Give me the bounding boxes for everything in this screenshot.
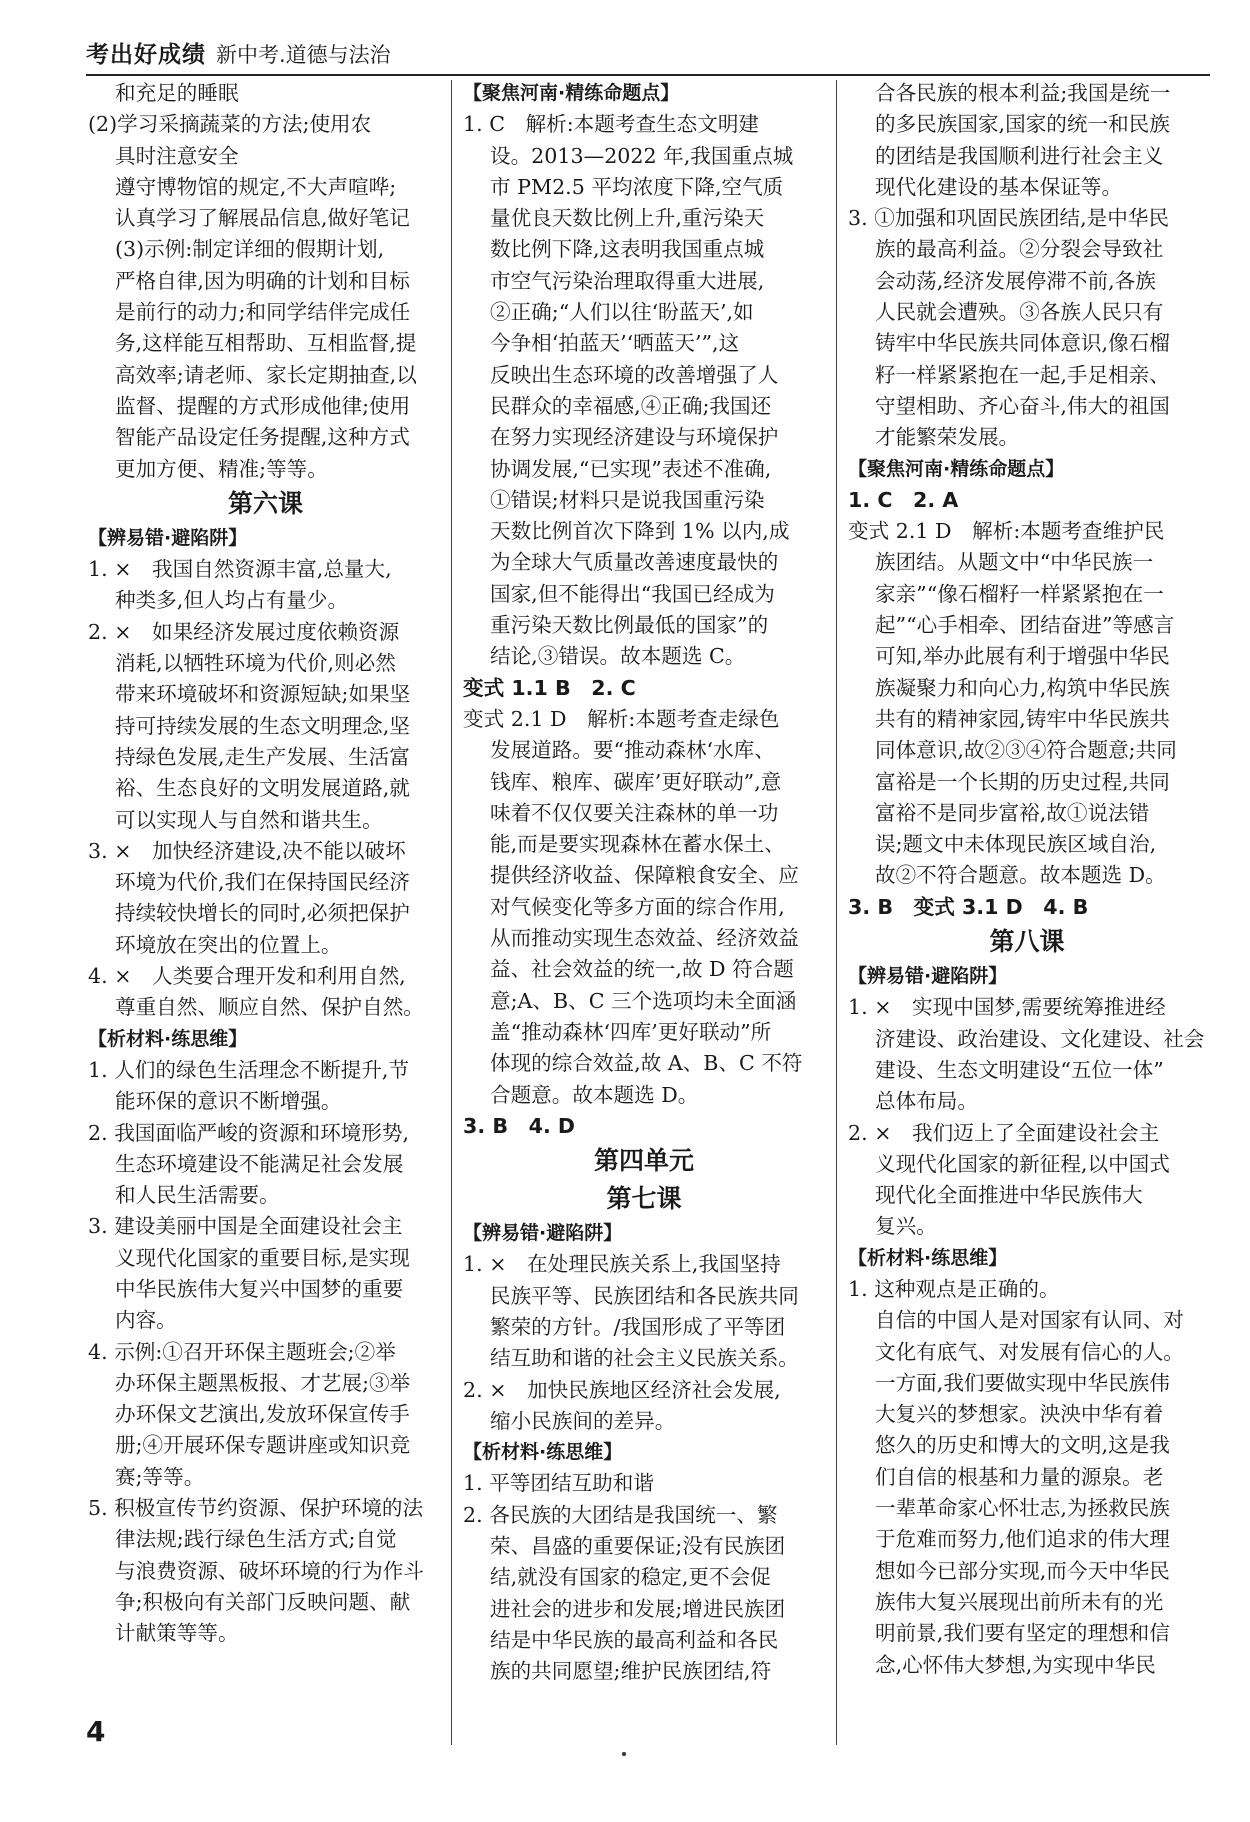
text-line: 可以实现人与自然和谐共生。 bbox=[115, 807, 383, 832]
text-line: 同体意识,故②③④符合题意;共同 bbox=[875, 738, 1177, 763]
text-line: 味着不仅仅要关注森林的单一功 bbox=[490, 800, 779, 825]
footer-dot bbox=[622, 1752, 626, 1756]
text-line: 为全球大气质量改善速度最快的 bbox=[490, 550, 779, 575]
text-line: 进社会的进步和发展;增进民族团 bbox=[490, 1596, 786, 1621]
text-line: 总体布局。 bbox=[875, 1089, 978, 1114]
text-line: 籽一样紧紧抱在一起,手足相亲、 bbox=[875, 362, 1170, 387]
text-line: 会动荡,经济发展停滞不前,各族 bbox=[875, 268, 1156, 293]
page-header bbox=[86, 36, 391, 76]
text-line: 今争相‘拍蓝天’‘晒蓝天’”,这 bbox=[490, 331, 740, 356]
text-line: 才能繁荣发展。 bbox=[875, 425, 1020, 450]
text-line: 3. 建设美丽中国是全面建设社会主 bbox=[88, 1214, 403, 1239]
text-line: 5. 积极宣传节约资源、保护环境的法 bbox=[88, 1496, 424, 1521]
text-line: 共有的精神家园,铸牢中华民族共 bbox=[875, 706, 1170, 731]
text-line: 家亲”“像石榴籽一样紧紧抱在一 bbox=[875, 581, 1164, 606]
text-line: 族凝聚力和向心力,构筑中华民族 bbox=[875, 675, 1170, 700]
text-line: 故②不符合题意。故本题选 D。 bbox=[875, 863, 1166, 888]
text-line: 国家,但不能得出“我国已经成为 bbox=[490, 581, 775, 606]
text-line: 3. × 加快经济建设,决不能以破坏 bbox=[88, 838, 406, 863]
section-tag: 【析材料·练思维】 bbox=[848, 1246, 1008, 1269]
text-line: 1. C 2. A bbox=[848, 487, 959, 512]
text-line: 变式 2.1 D 解析:本题考查维护民 bbox=[848, 519, 1165, 544]
text-line: 人民就会遭殃。③各族人民只有 bbox=[875, 300, 1164, 325]
text-line: 能环保的意识不断增强。 bbox=[115, 1089, 342, 1114]
text-line: 天数比例首次下降到 1% 以内,成 bbox=[490, 519, 790, 544]
text-line: 是前行的动力;和同学结伴完成任 bbox=[115, 300, 411, 325]
text-line: 市空气污染治理取得重大进展, bbox=[490, 268, 765, 293]
text-line: 环境为代价,我们在保持国民经济 bbox=[115, 870, 410, 895]
text-line: 内容。 bbox=[115, 1308, 177, 1333]
text-line: ①错误;材料只是说我国重污染 bbox=[490, 487, 765, 512]
text-line: 合题意。故本题选 D。 bbox=[490, 1082, 699, 1107]
text-line: 现代化建设的基本保证等。 bbox=[875, 174, 1123, 199]
section-tag: 【析材料·练思维】 bbox=[463, 1441, 623, 1464]
text-line: 册;④开展环保专题讲座或知识竞 bbox=[115, 1433, 411, 1458]
text-line: 结论,③错误。故本题选 C。 bbox=[490, 644, 746, 669]
text-line: 4. 示例:①召开环保主题班会;②举 bbox=[88, 1339, 396, 1364]
text-line: 2. 我国面临严峻的资源和环境形势, bbox=[88, 1120, 410, 1145]
text-line: 裕、生态良好的文明发展道路,就 bbox=[115, 776, 410, 801]
text-line: 务,这样能互相帮助、互相监督,提 bbox=[115, 331, 417, 356]
text-line: 市 PM2.5 平均浓度下降,空气质 bbox=[490, 174, 784, 199]
text-line: 义现代化国家的新征程,以中国式 bbox=[875, 1151, 1170, 1176]
text-line: 和人民生活需要。 bbox=[115, 1183, 280, 1208]
text-line: 设。2013—2022 年,我国重点城 bbox=[490, 143, 794, 168]
text-line: 持续较快增长的同时,必须把保护 bbox=[115, 901, 410, 926]
text-line: 民群众的幸福感,④正确;我国还 bbox=[490, 393, 772, 418]
text-line: 体现的综合效益,故 A、B、C 不符 bbox=[490, 1051, 803, 1076]
text-line: 认真学习了解展品信息,做好笔记 bbox=[115, 206, 410, 231]
column-divider-right bbox=[836, 80, 837, 1745]
text-line: 变式 2.1 D 解析:本题考查走绿色 bbox=[463, 706, 780, 731]
text-line: 争;积极向有关部门反映问题、献 bbox=[115, 1589, 411, 1614]
text-line: 消耗,以牺牲环境为代价,则必然 bbox=[115, 651, 396, 676]
text-line: 尊重自然、顺应自然、保护自然。 bbox=[115, 995, 424, 1020]
text-line: 1. × 在处理民族关系上,我国坚持 bbox=[463, 1252, 781, 1277]
text-line: 繁荣的方针。/我国形成了平等团 bbox=[490, 1314, 786, 1339]
text-line: 合各民族的根本利益;我国是统一 bbox=[875, 81, 1171, 105]
text-line: 与浪费资源、破坏环境的行为作斗 bbox=[115, 1558, 424, 1583]
text-line: 智能产品设定任务提醒,这种方式 bbox=[115, 425, 410, 450]
section-tag: 【聚焦河南·精练命题点】 bbox=[848, 457, 1065, 480]
text-line: 荣、昌盛的重要保证;没有民族团 bbox=[490, 1534, 786, 1559]
book-subtitle: 新中考.道德与法治 bbox=[216, 43, 391, 67]
text-line: 文化有底气、对发展有信心的人。 bbox=[875, 1339, 1184, 1364]
text-line: 1. × 我国自然资源丰富,总量大, bbox=[88, 557, 392, 582]
column-right bbox=[848, 78, 1206, 1738]
text-line: 能,而是要实现森林在蓄水保土、 bbox=[490, 832, 785, 857]
header-rule bbox=[86, 74, 1210, 76]
text-line: 从而推动实现生态效益、经济效益 bbox=[490, 926, 799, 951]
text-line: 2. × 加快民族地区经济社会发展, bbox=[463, 1377, 781, 1402]
text-line: 重污染天数比例最低的国家”的 bbox=[490, 613, 769, 638]
text-line: 监督、提醒的方式形成他律;使用 bbox=[115, 393, 411, 418]
text-line: 反映出生态环境的改善增强了人 bbox=[490, 362, 779, 387]
text-line: 带来环境破坏和资源短缺;如果坚 bbox=[115, 682, 411, 707]
text-line: 结互助和谐的社会主义民族关系。 bbox=[490, 1346, 799, 1371]
text-line: 发展道路。要“推动森林‘水库、 bbox=[490, 738, 775, 763]
text-line: 变式 1.1 B 2. C bbox=[463, 675, 636, 700]
text-line: 持绿色发展,走生产发展、生活富 bbox=[115, 744, 410, 769]
text-line: 结是中华民族的最高利益和各民 bbox=[490, 1627, 779, 1652]
text-line: 建设、生态文明建设“五位一体” bbox=[875, 1057, 1164, 1082]
text-line: 义现代化国家的重要目标,是实现 bbox=[115, 1245, 410, 1270]
text-line: 误;题文中未体现民族区域自治, bbox=[875, 832, 1157, 857]
text-line: 2. × 我们迈上了全面建设社会主 bbox=[848, 1120, 1160, 1145]
text-line: 族团结。从题文中“中华民族一 bbox=[875, 550, 1154, 575]
text-line: 自信的中国人是对国家有认同、对 bbox=[875, 1308, 1184, 1333]
text-line: 结,就没有国家的稳定,更不会促 bbox=[490, 1565, 771, 1590]
text-line: 1. 人们的绿色生活理念不断提升,节 bbox=[88, 1057, 410, 1082]
text-line: 计献策等等。 bbox=[115, 1621, 239, 1646]
text-line: 富裕是一个长期的历史过程,共同 bbox=[875, 769, 1170, 794]
text-line: 现代化全面推进中华民族伟大 bbox=[875, 1183, 1143, 1208]
text-line: 1. 平等团结互助和谐 bbox=[463, 1471, 654, 1496]
text-line: 遵守博物馆的规定,不大声喧哗; bbox=[115, 174, 397, 199]
text-line: 念,心怀伟大梦想,为实现中华民 bbox=[875, 1652, 1156, 1677]
column-divider-left bbox=[451, 80, 452, 1745]
text-line: 盖“推动森林‘四库’更好联动”所 bbox=[490, 1019, 772, 1044]
text-line: 提供经济收益、保障粮食安全、应 bbox=[490, 863, 799, 888]
text-line: 想如今已部分实现,而今天中华民 bbox=[875, 1558, 1170, 1583]
text-line: 族的最高利益。②分裂会导致社 bbox=[875, 237, 1164, 262]
text-line: 济建设、政治建设、文化建设、社会 bbox=[875, 1026, 1205, 1051]
text-line: 环境放在突出的位置上。 bbox=[115, 932, 342, 957]
text-line: 的团结是我国顺利进行社会主义 bbox=[875, 143, 1164, 168]
text-line: 族的共同愿望;维护民族团结,符 bbox=[490, 1659, 772, 1684]
text-line: 协调发展,“已实现”表述不准确, bbox=[490, 456, 772, 481]
text-line: 3. B 变式 3.1 D 4. B bbox=[848, 894, 1089, 919]
text-line: 2. × 如果经济发展过度依赖资源 bbox=[88, 619, 400, 644]
text-line: 3. B 4. D bbox=[463, 1113, 576, 1138]
text-line: 缩小民族间的差异。 bbox=[490, 1408, 676, 1433]
text-line: 大复兴的梦想家。泱泱中华有着 bbox=[875, 1402, 1164, 1427]
text-line: 中华民族伟大复兴中国梦的重要 bbox=[115, 1276, 404, 1301]
lesson-heading: 第七课 bbox=[606, 1184, 682, 1214]
text-line: 办环保主题黑板报、才艺展;③举 bbox=[115, 1370, 411, 1395]
text-line: 悠久的历史和博大的文明,这是我 bbox=[875, 1433, 1170, 1458]
column-left bbox=[88, 78, 443, 1738]
text-line: 更加方便、精准;等等。 bbox=[115, 456, 328, 481]
text-line: 可知,举办此展有利于增强中华民 bbox=[875, 644, 1170, 669]
text-line: 族伟大复兴展现出前所未有的光 bbox=[875, 1589, 1164, 1614]
section-tag: 【辨易错·避陷阱】 bbox=[463, 1222, 623, 1245]
text-line: 高效率;请老师、家长定期抽查,以 bbox=[115, 362, 417, 387]
text-line: 持可持续发展的生态文明理念,坚 bbox=[115, 713, 410, 738]
text-line: 对气候变化等多方面的综合作用, bbox=[490, 894, 785, 919]
text-line: 3. ①加强和巩固民族团结,是中华民 bbox=[848, 206, 1170, 231]
text-line: 明前景,我们要有坚定的理想和信 bbox=[875, 1621, 1170, 1646]
text-line: 严格自律,因为明确的计划和目标 bbox=[115, 268, 410, 293]
text-line: 富裕不是同步富裕,故①说法错 bbox=[875, 800, 1150, 825]
text-line: ②正确;“人们以往‘盼蓝天’,如 bbox=[490, 300, 754, 325]
text-line: 意;A、B、C 三个选项均未全面涵 bbox=[490, 988, 797, 1013]
text-line: 一辈革命家心怀壮志,为拯救民族 bbox=[875, 1496, 1170, 1521]
lesson-heading: 第八课 bbox=[989, 927, 1065, 957]
text-line: 办环保文艺演出,发放环保宣传手 bbox=[115, 1402, 410, 1427]
lesson-heading: 第四单元 bbox=[593, 1146, 694, 1176]
text-line: 于危难而努力,他们追求的伟大理 bbox=[875, 1527, 1170, 1552]
text-line: 2. 各民族的大团结是我国统一、繁 bbox=[463, 1502, 778, 1527]
text-line: 数比例下降,这表明我国重点城 bbox=[490, 237, 765, 262]
text-line: 赛;等等。 bbox=[115, 1464, 205, 1489]
book-brand: 考出好成绩 bbox=[86, 42, 206, 68]
text-line: 在努力实现经济建设与环境保护 bbox=[490, 425, 779, 450]
text-line: 一方面,我们要做实现中华民族伟 bbox=[875, 1370, 1170, 1395]
text-line: 4. × 人类要合理开发和利用自然, bbox=[88, 964, 406, 989]
text-line: 和充足的睡眠 bbox=[115, 81, 239, 105]
text-line: 们自信的根基和力量的源泉。老 bbox=[875, 1464, 1164, 1489]
text-line: 律法规;践行绿色生活方式;自觉 bbox=[115, 1527, 397, 1552]
text-line: 起”“心手相牵、团结奋进”等感言 bbox=[875, 613, 1175, 638]
lesson-heading: 第六课 bbox=[227, 488, 303, 518]
text-line: 的多民族国家,国家的统一和民族 bbox=[875, 112, 1170, 137]
text-line: 复兴。 bbox=[875, 1214, 937, 1239]
text-line: (2)学习采摘蔬菜的方法;使用农 bbox=[88, 112, 372, 137]
text-line: 1. × 实现中国梦,需要统筹推进经 bbox=[848, 995, 1166, 1020]
section-tag: 【辨易错·避陷阱】 bbox=[848, 965, 1008, 988]
text-line: 1. 这种观点是正确的。 bbox=[848, 1276, 1060, 1301]
section-tag: 【析材料·练思维】 bbox=[88, 1027, 248, 1050]
page-number: 4 bbox=[86, 1715, 106, 1748]
text-line: 民族平等、民族团结和各民族共同 bbox=[490, 1283, 799, 1308]
text-line: 生态环境建设不能满足社会发展 bbox=[115, 1151, 404, 1176]
text-line: (3)示例:制定详细的假期计划, bbox=[115, 237, 385, 262]
text-line: 铸牢中华民族共同体意识,像石榴 bbox=[875, 331, 1170, 356]
text-line: 种类多,但人均占有量少。 bbox=[115, 588, 349, 613]
text-line: 益、社会效益的统一,故 D 符合题 bbox=[490, 957, 794, 982]
text-line: 具时注意安全 bbox=[115, 143, 239, 168]
text-line: 量优良天数比例上升,重污染天 bbox=[490, 206, 765, 231]
text-line: 1. C 解析:本题考查生态文明建 bbox=[463, 112, 760, 137]
section-tag: 【辨易错·避陷阱】 bbox=[88, 526, 248, 549]
column-middle bbox=[463, 78, 825, 1738]
text-line: 守望相助、齐心奋斗,伟大的祖国 bbox=[875, 393, 1170, 418]
text-line: 钱库、粮库、碳库’更好联动”,意 bbox=[490, 769, 782, 794]
section-tag: 【聚焦河南·精练命题点】 bbox=[463, 82, 680, 104]
